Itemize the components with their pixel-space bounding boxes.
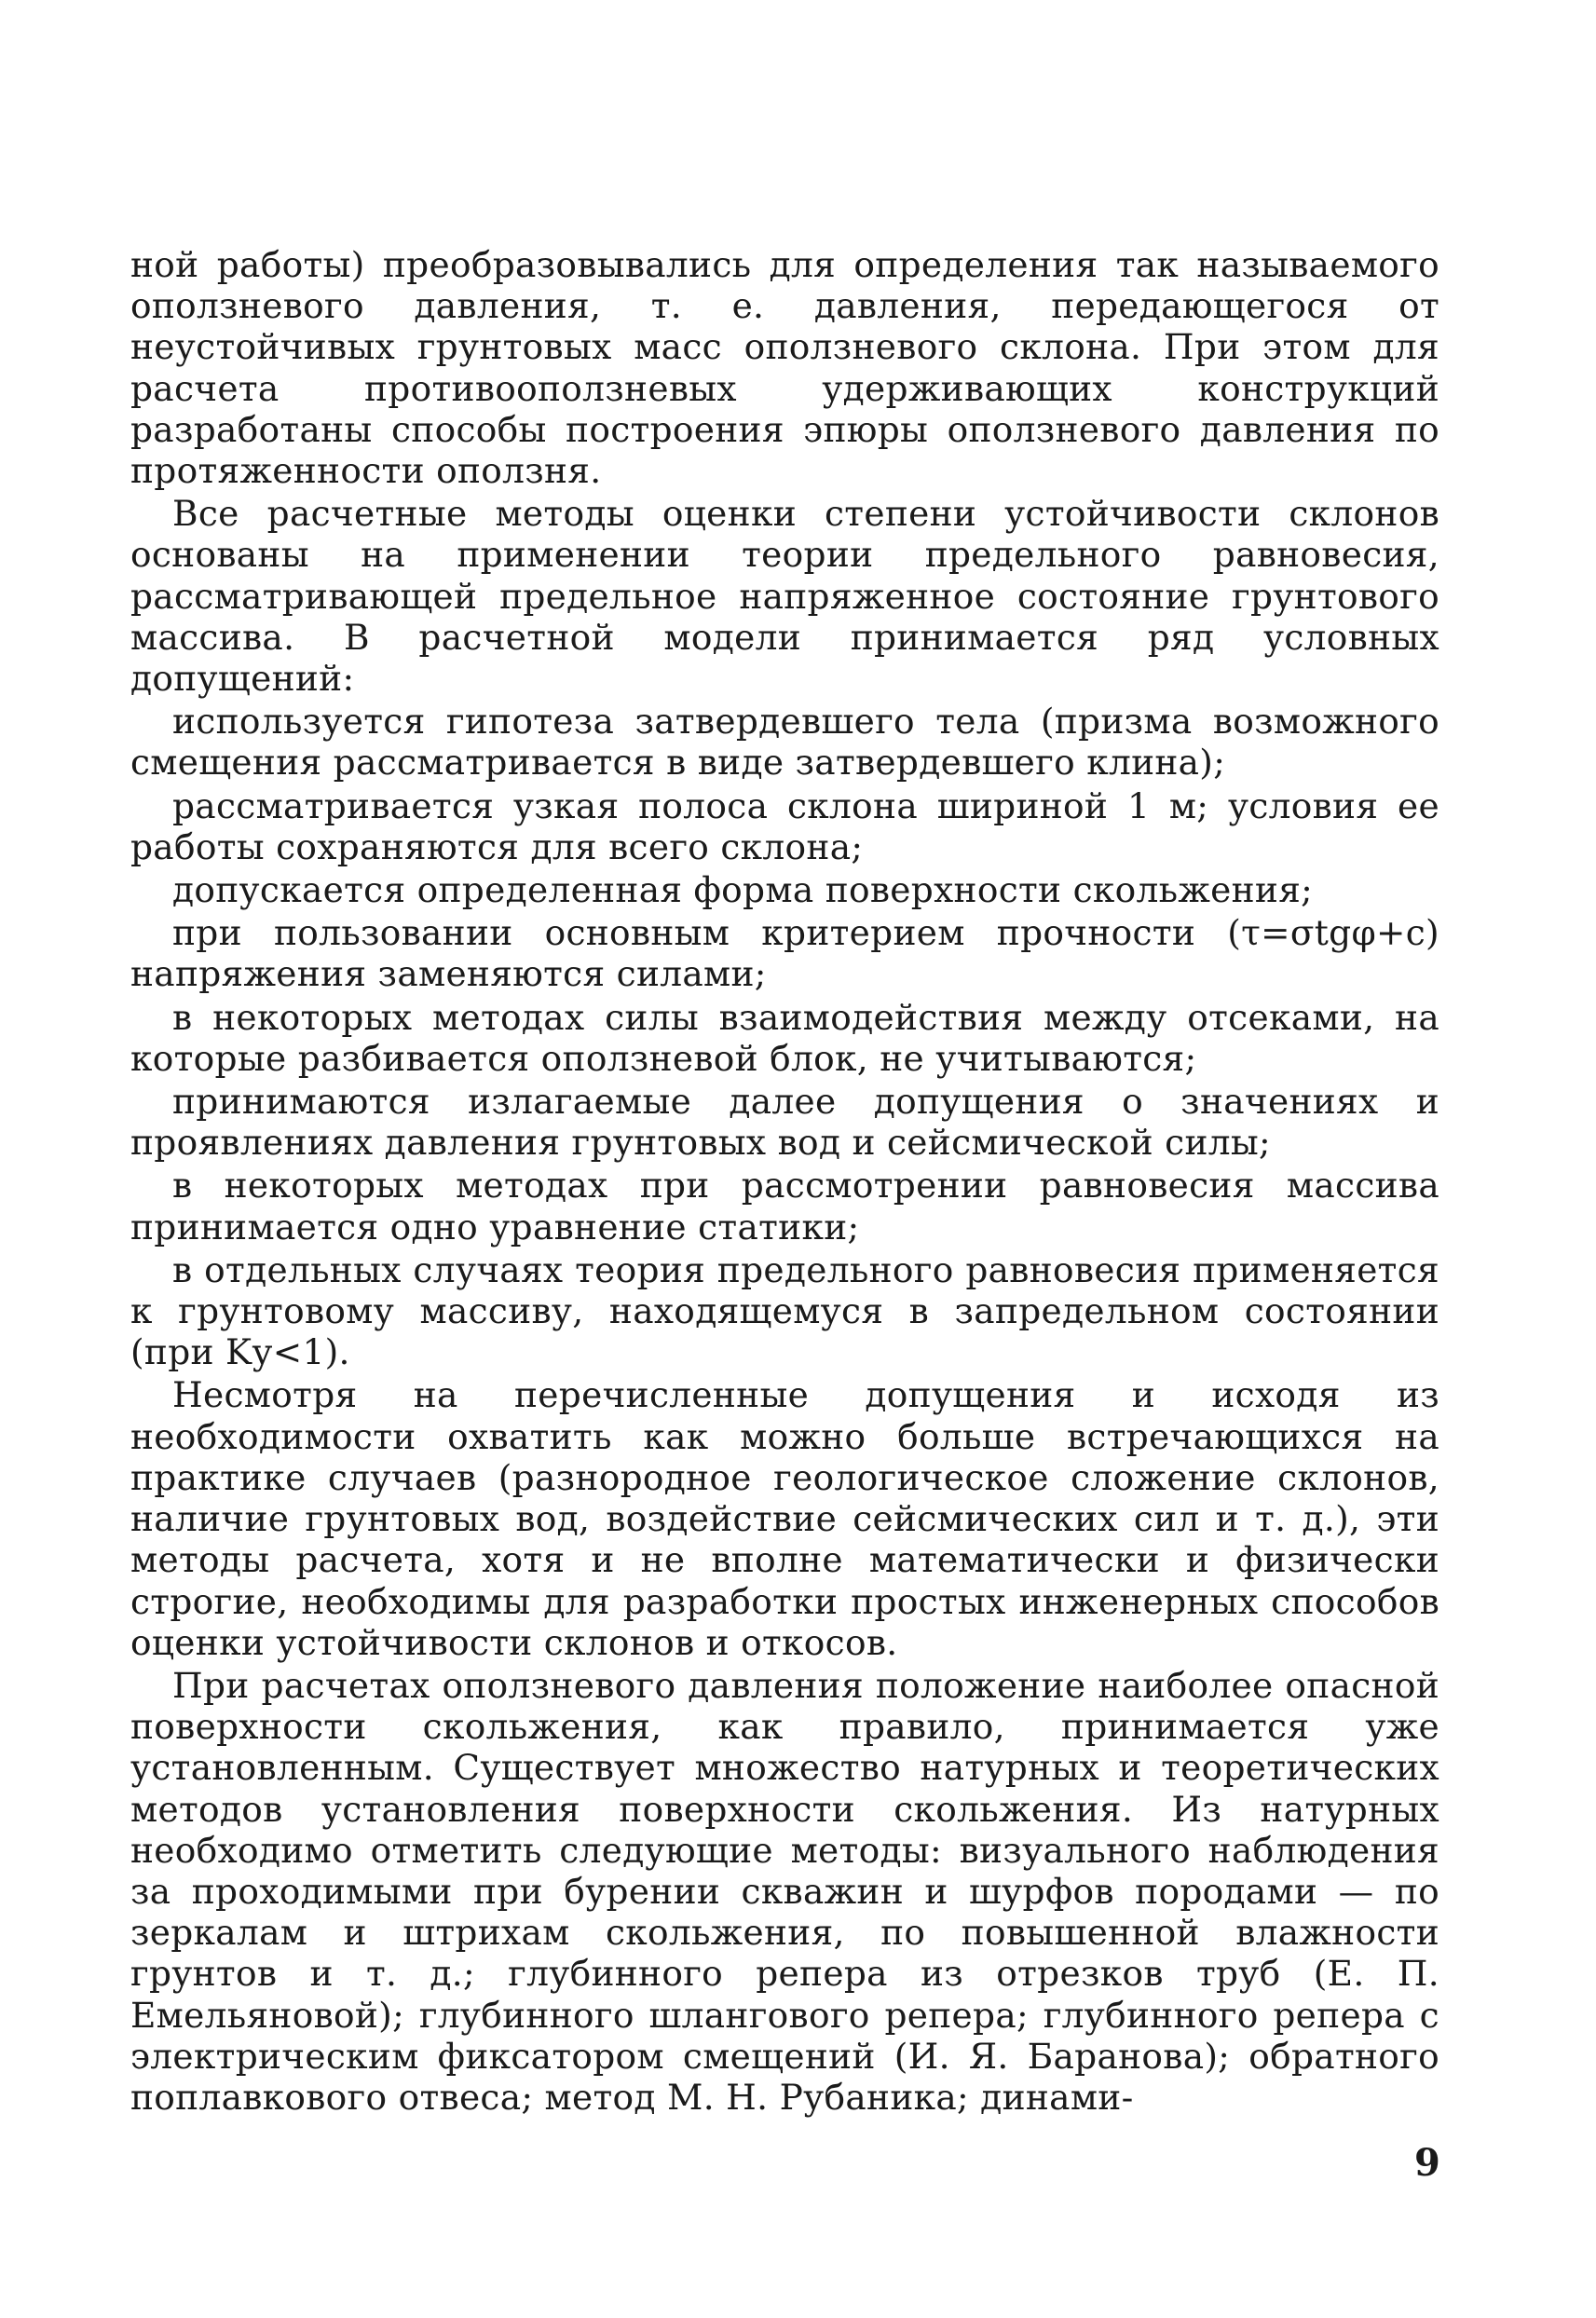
assumption-item: используется гипотеза затвердевшего тела (призма возможного смещения рассматривается в виде затвердевшего клина); bbox=[130, 701, 1439, 784]
assumption-item: в отдельных случаях теория предельного равновесия применяется к грунтовому массиву, находящемуся в запредельном состоянии (при Kу<1). bbox=[130, 1248, 1439, 1373]
assumption-item: при пользовании основным критерием прочности (τ=σtgφ+c) напряжения заменяются силами; bbox=[130, 912, 1439, 995]
paragraph-continuation: ной работы) преобразовывались для определения так называемого оползневого давления, т. е. давления, передающегося от неустойчивых грунтовых масс оползневого склона. При этом для расчета противооползневых удерживающих конструкций разработаны способы построения эпюры оползневого давления по протяженности оползня. bbox=[130, 244, 1439, 492]
assumption-item: допускается определенная форма поверхности скольжения; bbox=[172, 869, 1314, 911]
assumption-item: рассматривается узкая полоса склона шириной 1 м; условия ее работы сохраняются для всего склона; bbox=[130, 784, 1439, 867]
assumption-item: в некоторых методах силы взаимодействия между отсеками, на которые разбивается оползневой блок, не учитываются; bbox=[130, 996, 1439, 1079]
paragraph-despite: Несмотря на перечисленные допущения и исходя из необходимости охватить как можно больше встречающихся на практике случаев (разнородное геологическое сложение склонов, наличие грунтовых вод, воздействие сейсмических сил и т. д.), эти методы расчета, хотя и не вполне математически и физически строгие, необходимы для разработки простых инженерных способов оценки устойчивости склонов и откосов. bbox=[130, 1374, 1439, 1663]
page-number: 9 bbox=[1414, 2141, 1440, 2185]
assumption-item: в некоторых методах при рассмотрении равновесия массива принимается одно уравнение статики; bbox=[130, 1165, 1439, 1248]
paragraph-slide-pressure: При расчетах оползневого давления положение наиболее опасной поверхности скольжения, как правило, принимается уже установленным. Существует множество натурных и теоретических методов установления поверхности скольжения. Из натурных необходимо отметить следующие методы: визуального наблюдения за проходимыми при бурении скважин и шурфов породами — по зеркалам и штрихам скольжения, по повышенной влажности грунтов и т. д.; глубинного репера из отрезков труб (Е. П. Емельяновой); глубинного шлангового репера; глубинного репера с электрическим фиксатором смещений (И. Я. Баранова); обратного поплавкового отвеса; метод М. Н. Рубаника; динами- bbox=[130, 1664, 1439, 2118]
page-body bbox=[130, 244, 1439, 2120]
paragraph-methods-intro: Все расчетные методы оценки степени устойчивости склонов основаны на применении теории предельного равновесия, рассматривающей предельное напряженное состояние грунтового массива. В расчетной модели принимается ряд условных допущений: bbox=[130, 493, 1439, 700]
assumption-item: принимаются излагаемые далее допущения о значениях и проявлениях давления грунтовых вод и сейсмической силы; bbox=[130, 1081, 1439, 1164]
